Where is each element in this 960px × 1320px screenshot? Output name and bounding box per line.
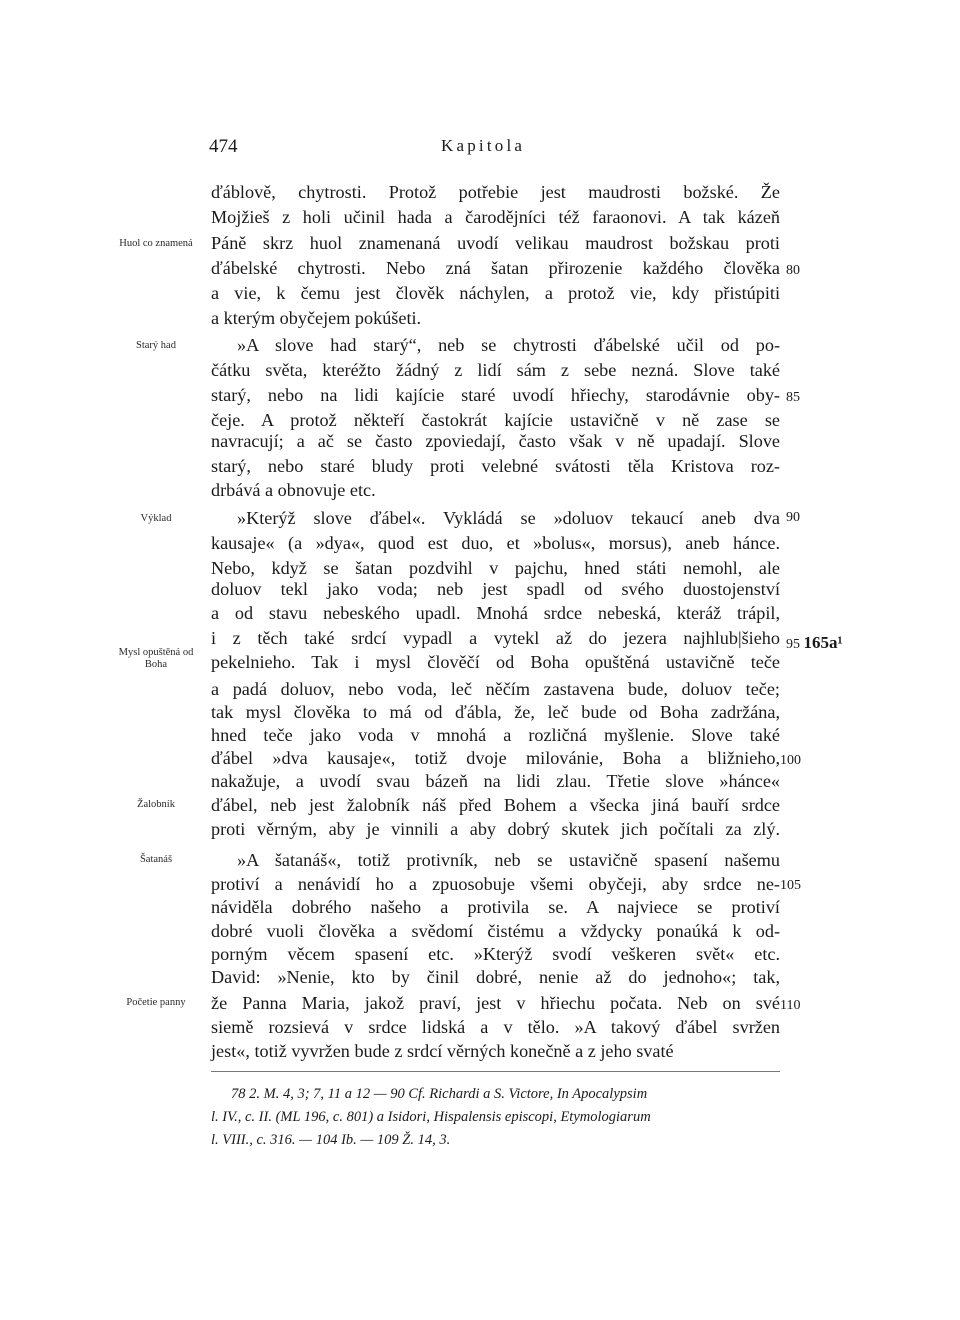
text-line: drbává a obnovuje etc. xyxy=(211,480,376,500)
text-line: pekelnieho. Tak i mysl člověčí od Boha opuštěná ustavičně teče xyxy=(211,652,780,672)
text-line: protiví a nenávidí ho a zpuosobuje všemi obyčeji, aby srdce ne- xyxy=(211,874,780,894)
text-line: čeje. A protož někteří častokrát kajície ustavičně v ně zase se xyxy=(211,410,780,430)
line-number: 80 xyxy=(786,263,800,278)
text-line: porným věcem spasení etc. »Kterýž svodí veškeren svět« etc. xyxy=(211,944,780,964)
text-line: »Kterýž slove ďábel«. Vykládá se »doluov tekaucí aneb dva xyxy=(237,508,780,528)
text-line: »A šatanáš«, totiž protivník, neb se ustavičně spasení našemu xyxy=(237,850,780,870)
text-line: čátku světa, kteréžto žádný z lidí sám z sebe nezná. Slove také xyxy=(211,360,780,380)
line-number: 95 xyxy=(786,637,800,652)
margin-gloss: Starý had xyxy=(136,340,176,351)
text-line: ďábel, neb jest žalobník náš před Bohem a všecka jiná bauří srdce xyxy=(211,795,780,815)
margin-gloss: Huol co znamená xyxy=(119,238,193,249)
margin-gloss: Početie panny xyxy=(126,997,186,1008)
line-number-with-folio xyxy=(786,633,843,653)
text-line: tak mysl člověka to má od ďábla, že, leč bude od Boha zadržána, xyxy=(211,702,780,722)
line-number: 90 xyxy=(786,510,800,525)
text-line: a vie, k čemu jest člověk náchylen, a protož vie, kdy přistúpiti xyxy=(211,283,780,303)
line-number: 85 xyxy=(786,390,800,405)
text-line: a od stavu nebeského upadl. Mnohá srdce nebeská, kteráž trápil, xyxy=(211,603,780,623)
line-number: 110 xyxy=(780,998,801,1013)
footnote-line: 78 2. M. 4, 3; 7, 11 a 12 — 90 Cf. Richardi a S. Victore, In Apocalypsim xyxy=(231,1086,648,1102)
footnote-line: l. IV., c. II. (ML 196, c. 801) a Isidori, Hispalensis episcopi, Etymologiarum xyxy=(211,1109,651,1125)
page-number: 474 xyxy=(209,136,238,157)
text-line: kausaje« (a »dya«, quod est duo, et »bolus«, morsus), aneb hánce. xyxy=(211,533,780,553)
text-line: dobré vuoli člověka a svědomí čistému a vždycky ponaúká k od- xyxy=(211,921,780,941)
text-line: nakažuje, a uvodí svau bázeň na lidi zlau. Třetie slove »hánce« xyxy=(211,771,780,791)
text-line: Nebo, když se šatan pozdvihl v pajchu, hned státi nemohl, ale xyxy=(211,558,780,578)
text-line: a padá doluov, nebo voda, leč něčím zastavena bude, doluov teče; xyxy=(211,679,780,699)
text-line: proti věrným, aby je vinnili a aby dobrý skutek jich počítali za zlý. xyxy=(211,819,780,839)
text-line: starý, nebo na lidi kajície staré uvodí hřiechy, starodávnie oby- xyxy=(211,385,780,405)
folio-mark: 165a¹ xyxy=(803,633,843,652)
text-line: David: »Nenie, kto by činil dobré, nenie až do jednoho«; tak, xyxy=(211,967,780,987)
text-line: náviděla dobrého našeho a protivila se. A najviece se protiví xyxy=(211,897,780,917)
text-line: »A slove had starý“, neb se chytrosti ďábelské učil od po- xyxy=(237,335,780,355)
text-line: ďáblově, chytrosti. Protož potřebie jest maudrosti božské. Že xyxy=(211,182,780,202)
margin-gloss: Mysl opuštěná od Boha xyxy=(118,647,194,670)
footnote-line: l. VIII., c. 316. — 104 Ib. — 109 Ž. 14, 3. xyxy=(211,1132,451,1148)
line-number: 105 xyxy=(780,878,801,893)
text-line: že Panna Maria, jakož praví, jest v hřiechu počata. Neb on své xyxy=(211,993,780,1013)
line-number: 100 xyxy=(780,753,801,768)
footnote-divider xyxy=(211,1071,780,1072)
text-line: Mojžieš z holi učinil hada a čarodějníci též faraonovi. A tak kázeň xyxy=(211,207,780,227)
text-line: a kterým obyčejem pokúšeti. xyxy=(211,308,422,328)
text-line: Páně skrz huol znamenaná uvodí velikau maudrost božskau proti xyxy=(211,233,780,253)
text-line: doluov tekl jako voda; neb jest spadl od svého duostojenství xyxy=(211,579,780,599)
margin-gloss: Výklad xyxy=(140,513,172,524)
text-line: navracují; a ač se často zpoviedají, často však v ně upadají. Slove xyxy=(211,431,780,451)
text-line: jest«, totiž vyvržen bude z srdcí věrných konečně a z jeho svaté xyxy=(211,1041,674,1061)
text-line: hned teče jako voda v mnohá a rozličná myšlenie. Slove také xyxy=(211,725,780,745)
text-line: starý, nebo staré bludy proti velebné svátosti těla Kristova roz- xyxy=(211,456,780,476)
margin-gloss: Šatanáš xyxy=(139,854,173,865)
text-line: ďábel »dva kausaje«, totiž dvoje milovánie, Boha a bližnieho, xyxy=(211,748,780,768)
running-title: Kapitola xyxy=(441,136,526,155)
margin-gloss: Žalobník xyxy=(137,799,175,810)
text-line: i z těch také srdcí vypadl a vytekl až do jezera najhlub|šieho xyxy=(211,628,780,648)
text-line: ďábelské chytrosti. Nebo zná šatan přirozenie každého člověka xyxy=(211,258,780,278)
text-line: siemě rozsievá v srdce lidská a v tělo. »A takový ďábel svržen xyxy=(211,1017,780,1037)
